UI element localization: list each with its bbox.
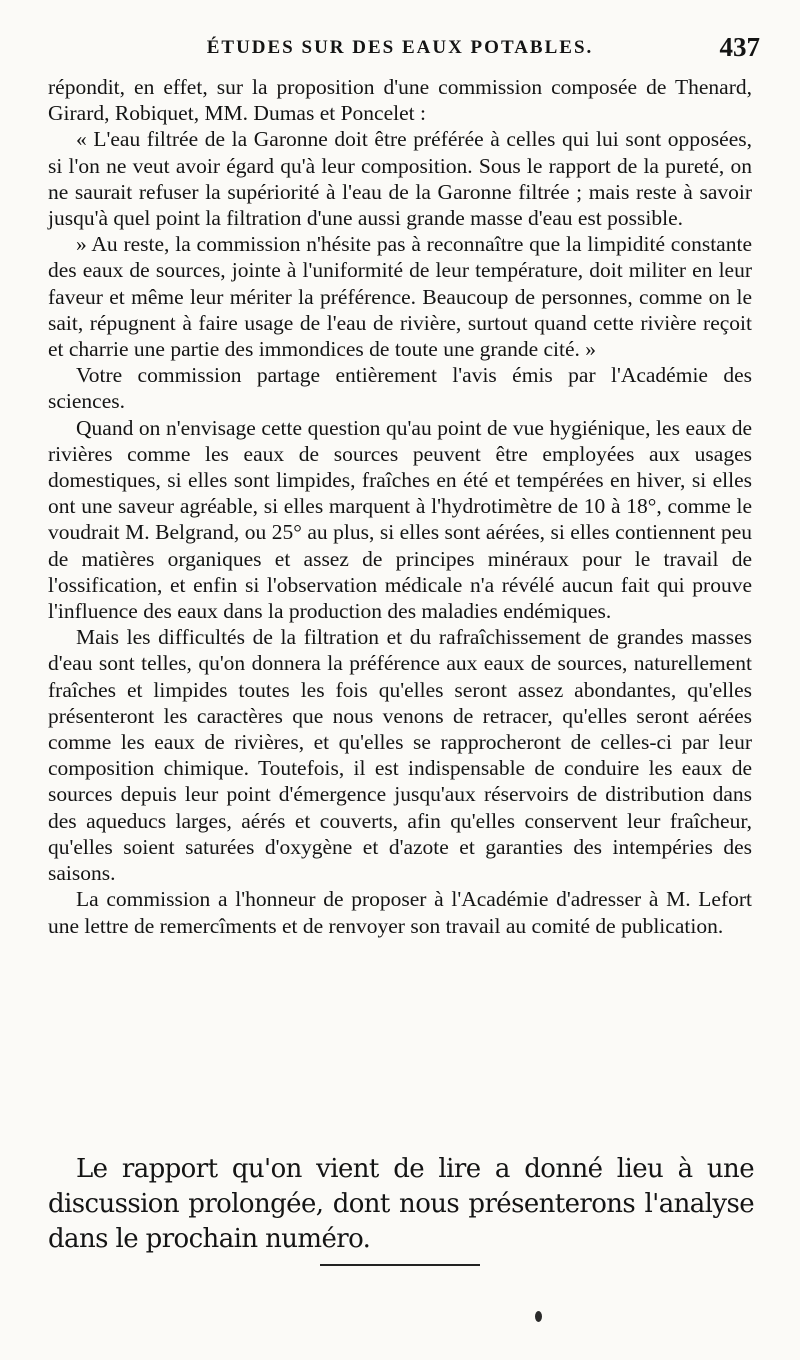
closing-paragraph: Le rapport qu'on vient de lire a donné lieu à une discussion prolongée, dont nous présenterons l'analyse dans le prochain numéro. [48, 1154, 754, 1254]
ink-dot [535, 1311, 542, 1322]
closing-note [48, 1152, 754, 1257]
running-header [40, 30, 760, 66]
header-title: ÉTUDES SUR DES EAUX POTABLES. [206, 37, 594, 58]
paragraph-continuation: répondit, en effet, sur la proposition d'une commission composée de Thenard, Girard, Robiquet, MM. Dumas et Poncelet : [48, 75, 752, 126]
paragraph-commission-opinion: Votre commission partage entièrement l'avis émis par l'Académie des sciences. [48, 363, 752, 414]
section-rule [320, 1264, 480, 1266]
paragraph-hygiene: Quand on n'envisage cette question qu'au point de vue hygiénique, les eaux de rivières comme les eaux de sources peuvent être employées aux usages domestiques, si elles sont limpides, fraîches en été et tempérées en hiver, si elles ont une saveur agréable, si elles marquent à l'hydrotimètre de 10 à 18°, comme le voudrait M. Belgrand, ou 25° au plus, si elles sont aérées, si elles contiennent peu de matières organiques et assez de principes minéraux pour le travail de l'ossification, et enfin si l'observation médicale n'a révélé aucun fait qui prouve l'influence des eaux dans la production des maladies endémiques. [48, 415, 752, 624]
paragraph-quote-continuation: » Au reste, la commission n'hésite pas à reconnaître que la limpidité constante des eaux de sources, jointe à l'uniformité de leur température, doit militer en leur faveur et même leur mériter la préférence. Beaucoup de personnes, comme on le sait, répugnent à faire usage de l'eau de rivière, surtout quand cette rivière reçoit et charrie une partie des immondices de toute une grande cité. » [48, 232, 752, 362]
page-number: 437 [719, 32, 760, 62]
body-text [48, 74, 752, 939]
paragraph-proposal: La commission a l'honneur de proposer à l'Académie d'adresser à M. Lefort une lettre de remercîments et de renvoyer son travail au comité de publication. [48, 887, 752, 938]
paragraph-difficulties: Mais les difficultés de la filtration et du rafraîchissement de grandes masses d'eau sont telles, qu'on donnera la préférence aux eaux de sources, naturellement fraîches et limpides toutes les fois qu'elles seront assez abondantes, qu'elles présenteront les caractères que nous venons de retracer, qu'elles seront aérées comme les eaux de rivières, et qu'elles se rapprocheront de celles-ci par leur composition chimique. Toutefois, il est indispensable de conduire les eaux de sources depuis leur point d'émergence jusqu'aux réservoirs de distribution dans des aqueducs larges, aérés et couverts, afin qu'elles conservent leur fraîcheur, qu'elles soient saturées d'oxygène et d'azote et garanties des intempéries des saisons. [48, 625, 752, 886]
paragraph-quote-opening: « L'eau filtrée de la Garonne doit être préférée à celles qui lui sont opposées, si l'on ne veut avoir égard qu'à leur composition. Sous le rapport de la pureté, on ne saurait refuser la supériorité à l'eau de la Garonne filtrée ; mais reste à savoir jusqu'à quel point la filtration d'une aussi grande masse d'eau est possible. [48, 127, 752, 231]
